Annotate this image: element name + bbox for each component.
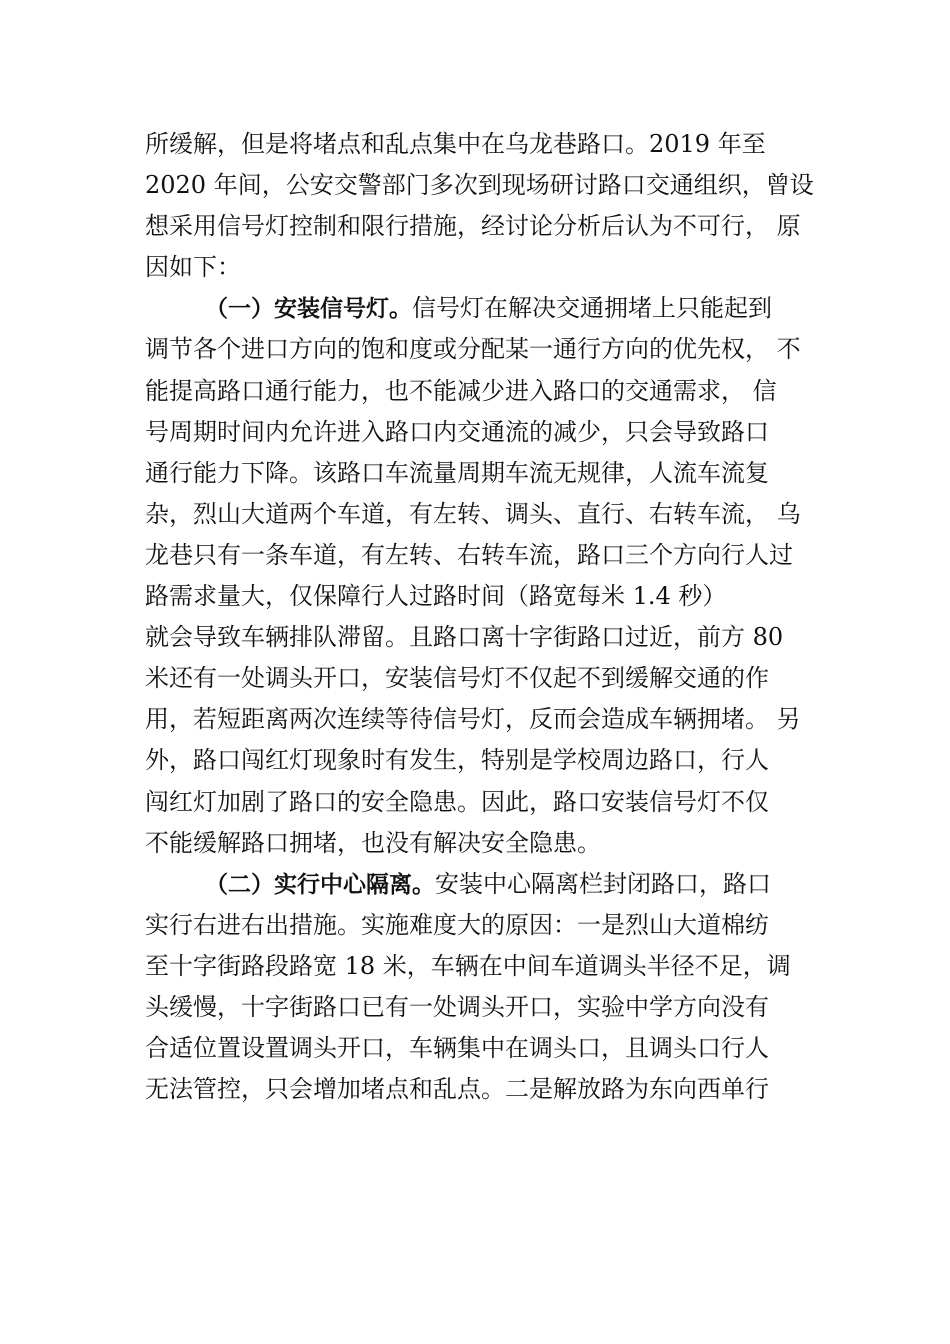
section-heading-center-isolation: （二）实行中心隔离。 (205, 871, 435, 898)
text-line: 号周期时间内允许进入路口内交通流的减少，只会导致路口 (145, 417, 769, 446)
section-heading-install-signal: （一）安装信号灯。 (205, 296, 412, 323)
body-text (145, 124, 835, 1110)
section-one-first-line (145, 288, 835, 329)
text-line: 头缓慢，十字街路口已有一处调头开口，实验中学方向没有 (145, 992, 769, 1021)
text-line: 闯红灯加剧了路口的安全隐患。因此，路口安装信号灯不仅 (145, 787, 769, 816)
text-line: 所缓解，但是将堵点和乱点集中在乌龙巷路口。2019 年至 (145, 130, 766, 158)
text-line: 外，路口闯红灯现象时有发生，特别是学校周边路口，行人 (145, 746, 769, 775)
text-line: 用，若短距离两次连续等待信号灯，反而会造成车辆拥堵。 另 (145, 705, 801, 734)
text-line: 无法管控，只会增加堵点和乱点。二是解放路为东向西单行 (145, 1075, 769, 1104)
text-line: 米还有一处调头开口，安装信号灯不仅起不到缓解交通的作 (145, 664, 769, 693)
text-line: 不能缓解路口拥堵，也没有解决安全隐患。 (145, 828, 601, 857)
text-line: 至十字街路段路宽 18 米，车辆在中间车道调头半径不足，调 (145, 951, 791, 980)
text-line: 2020 年间，公安交警部门多次到现场研讨路口交通组织，曾设 (145, 171, 814, 200)
text-span: 信号灯在解决交通拥堵上只能起到 (412, 294, 772, 323)
text-line: 能提高路口通行能力，也不能减少进入路口的交通需求， 信 (145, 376, 777, 405)
text-line: 通行能力下降。该路口车流量周期车流无规律，人流车流复 (145, 458, 769, 487)
text-line: 龙巷只有一条车道，有左转、右转车流，路口三个方向行人过 (145, 540, 793, 569)
text-line: 调节各个进口方向的饱和度或分配某一通行方向的优先权， 不 (145, 335, 801, 364)
text-line: 想采用信号灯控制和限行措施，经讨论分析后认为不可行， 原 (145, 212, 801, 241)
text-line: 路需求量大，仅保障行人过路时间（路宽每米 1.4 秒） (145, 582, 727, 611)
text-line: 就会导致车辆排队滞留。且路口离十字街路口过近，前方 80 (145, 623, 784, 652)
text-line: 合适位置设置调头开口，车辆集中在调头口，且调头口行人 (145, 1034, 769, 1063)
text-line: 因如下： (145, 253, 241, 282)
text-line: 实行右进右出措施。实施难度大的原因：一是烈山大道棉纺 (145, 910, 769, 939)
text-span: 安装中心隔离栏封闭路口，路口 (435, 869, 771, 898)
text-line: 杂，烈山大道两个车道，有左转、调头、直行、右转车流， 乌 (145, 499, 801, 528)
section-two-first-line (145, 864, 835, 905)
